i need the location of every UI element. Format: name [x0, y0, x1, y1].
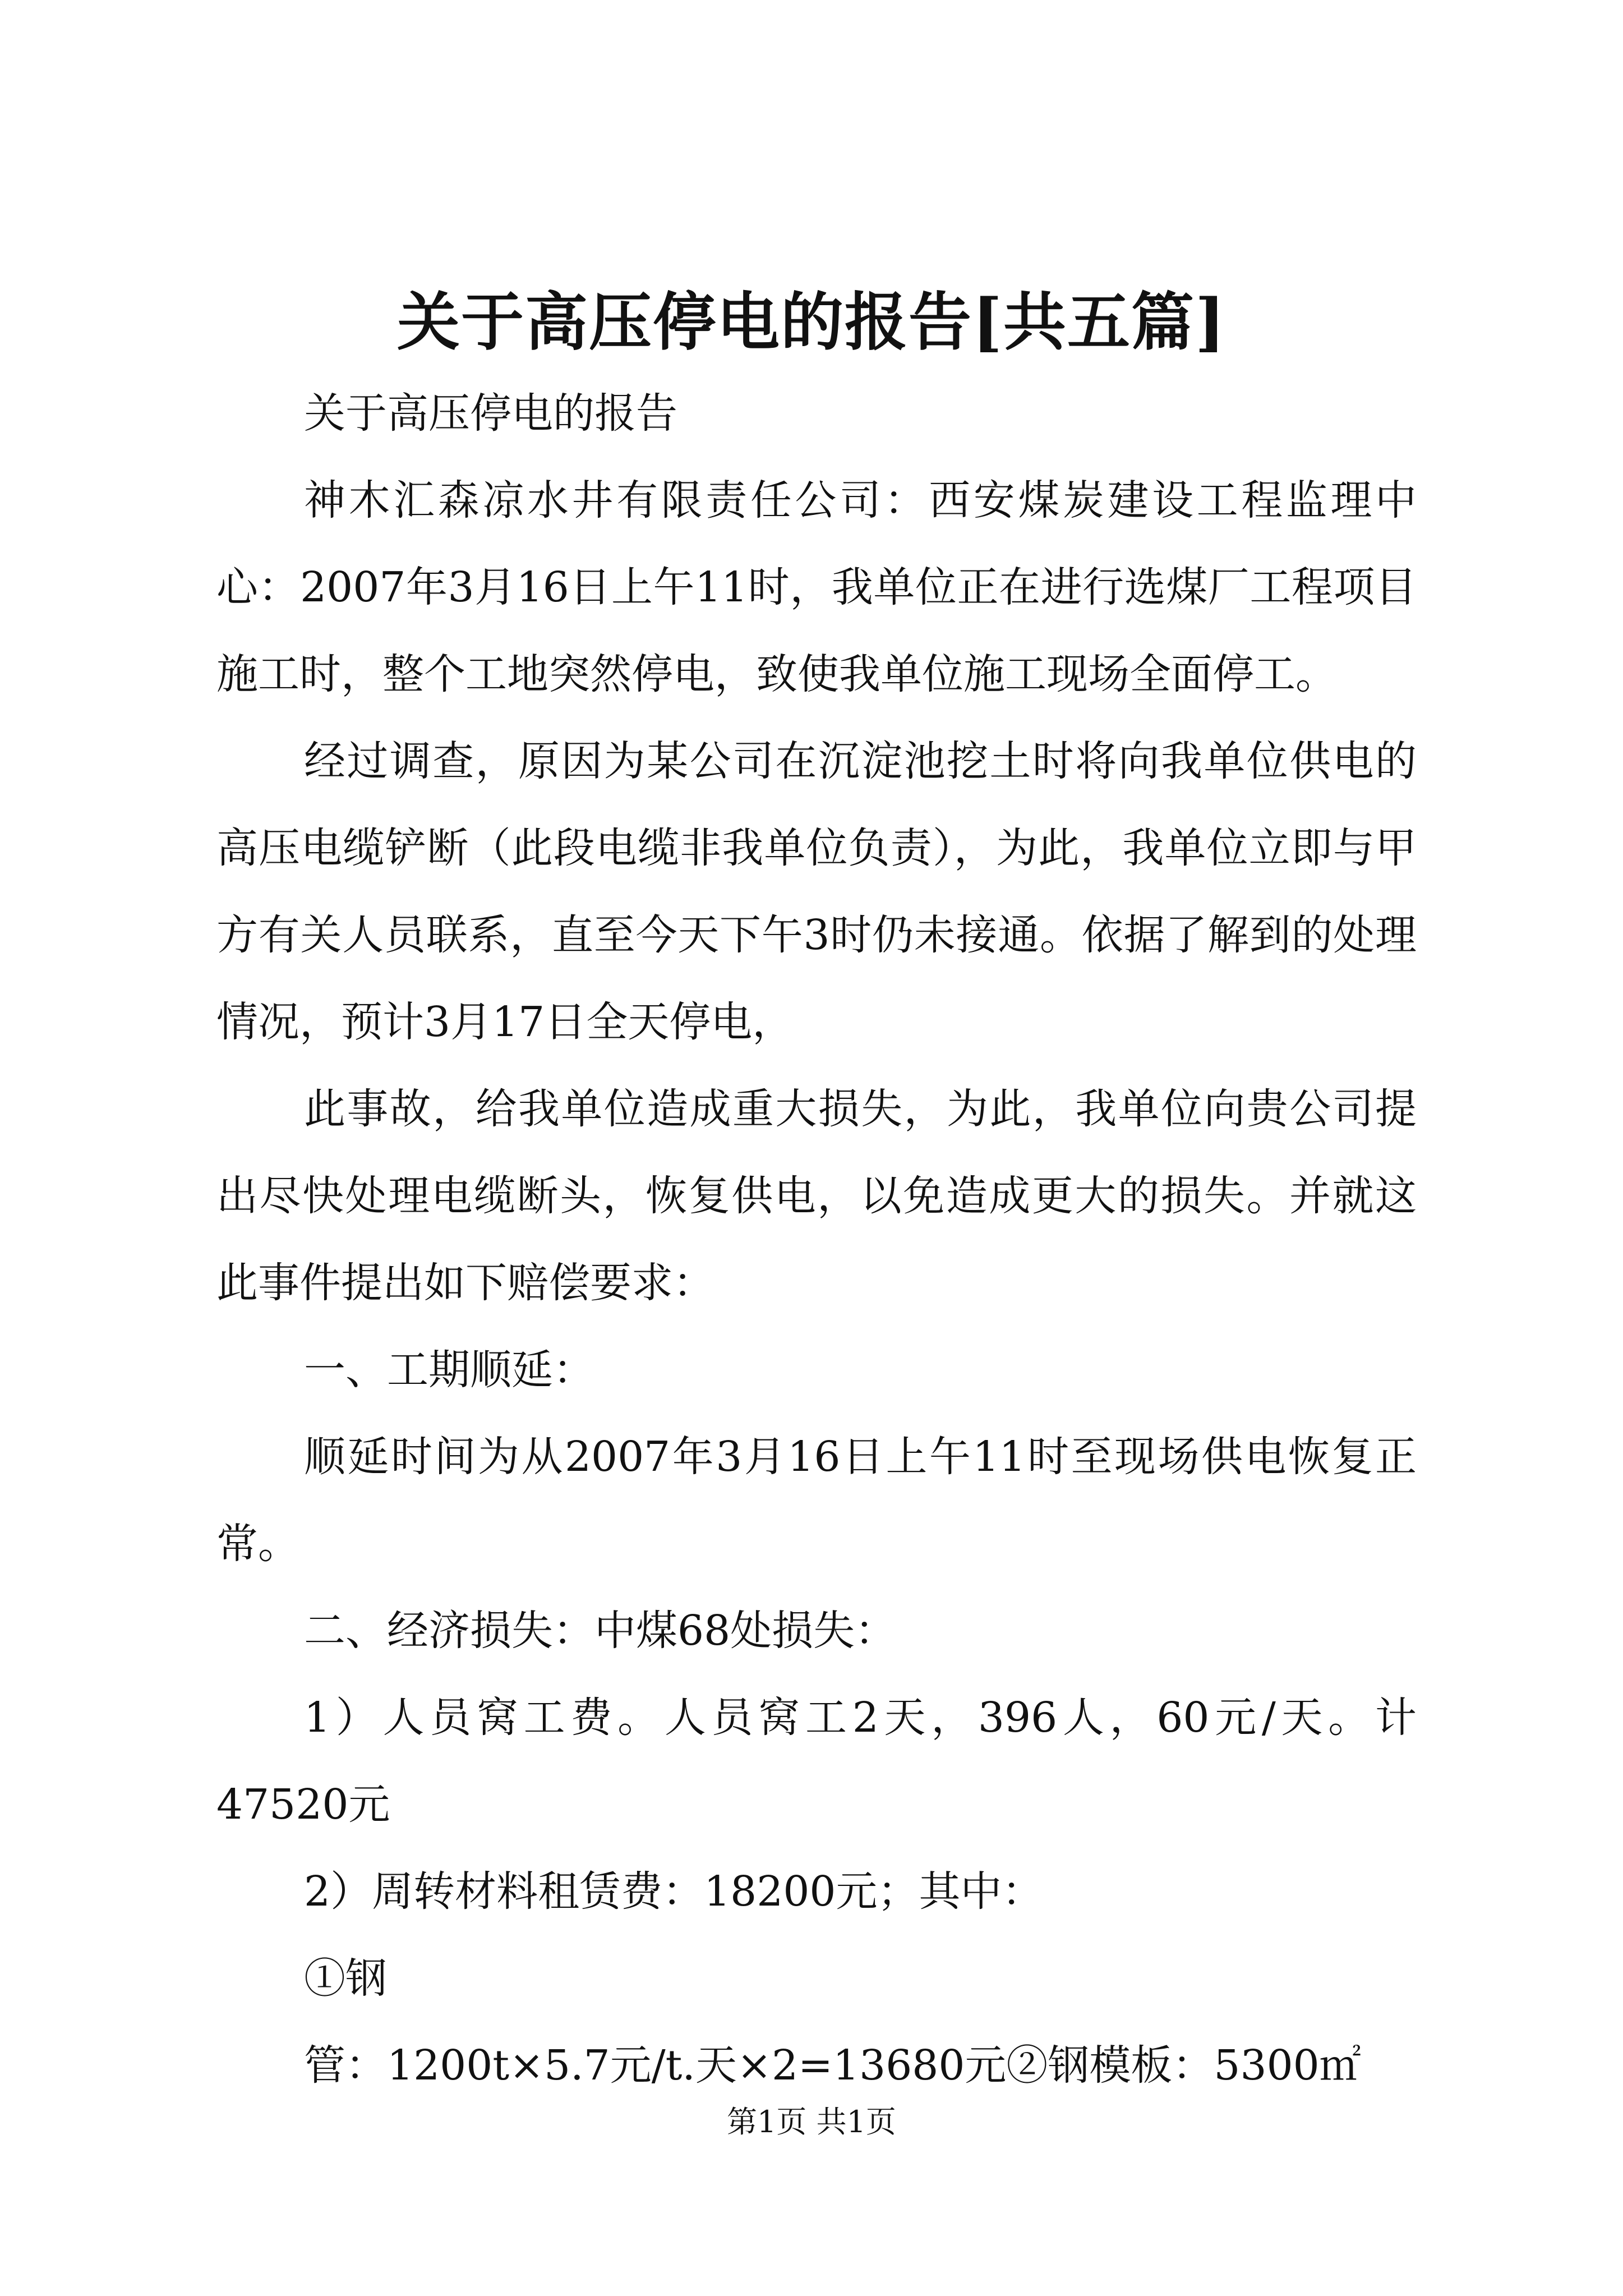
paragraph-recipient-and-incident: 神木汇森凉水井有限责任公司：西安煤炭建设工程监理中心：2007年3月16日上午11时，我单位正在进行选煤厂工程项目施工时，整个工地突然停电，致使我单位施工现场全面停工。 — [216, 476, 1417, 698]
paragraph-investigation: 经过调查，原因为某公司在沉淀池挖土时将向我单位供电的高压电缆铲断（此段电缆非我单位负责），为此，我单位立即与甲方有关人员联系，直至今天下午3时仍未接通。依据了解到的处理情况，预计3月17日全天停电， — [216, 737, 1417, 1046]
paragraph-steel-pipe-calc: 管：1200t×5.7元/t.天×2=13680元②钢模板：5300㎡ — [304, 2041, 1361, 2090]
paragraph-subtitle: 关于高压停电的报告 — [304, 389, 677, 438]
page-footer: 第1页 共1页 — [727, 2104, 896, 2139]
paragraph-section-one: 一、工期顺延： — [304, 1346, 594, 1394]
document-title: 关于高压停电的报告[共五篇] — [397, 286, 1226, 359]
paragraph-steel-item: ①钢 — [304, 1954, 387, 2003]
document-body — [216, 370, 1417, 2109]
paragraph-loss-request: 此事故，给我单位造成重大损失，为此，我单位向贵公司提出尽快处理电缆断头，恢复供电，以免造成更大的损失。并就这此事件提出如下赔偿要求： — [216, 1085, 1417, 1307]
paragraph-delay-period: 顺延时间为从2007年3月16日上午11时至现场供电恢复正常。 — [216, 1433, 1417, 1568]
paragraph-rental-cost: 2）周转材料租赁费：18200元；其中： — [304, 1867, 1044, 1916]
paragraph-labor-cost: 1）人员窝工费。人员窝工2天，396人，60元/天。计47520元 — [216, 1694, 1417, 1829]
paragraph-section-two: 二、经济损失：中煤68处损失： — [304, 1607, 897, 1655]
